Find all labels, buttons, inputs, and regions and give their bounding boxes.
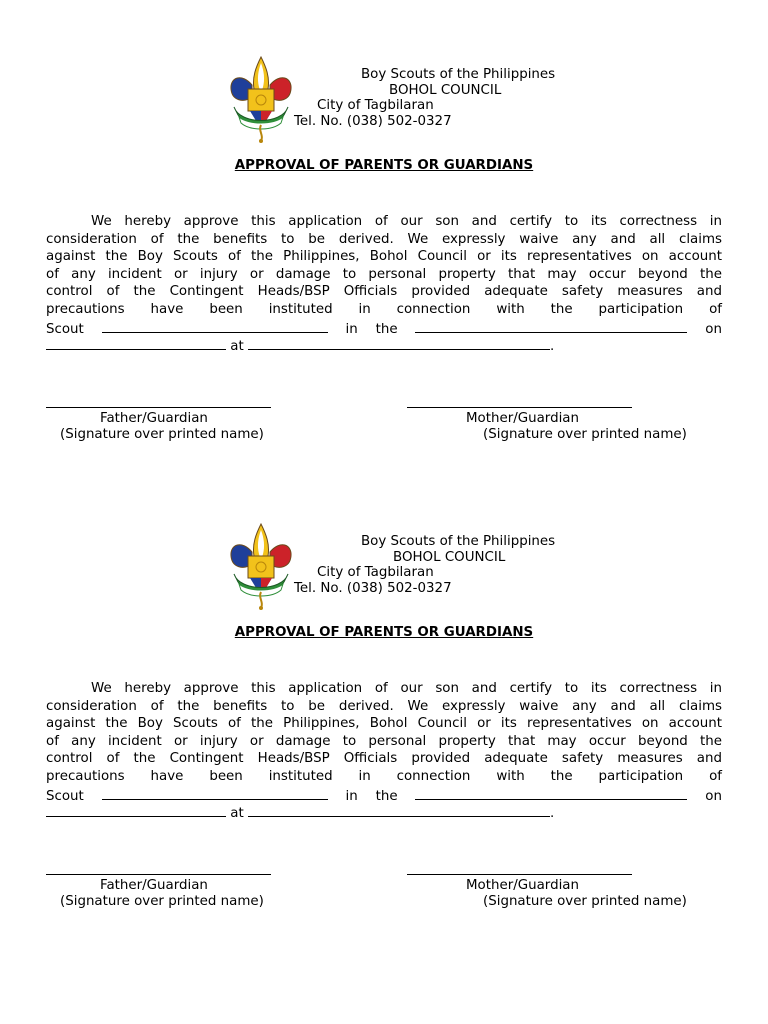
org-name: Boy Scouts of the Philippines	[361, 534, 556, 549]
mother-signature-line[interactable]	[407, 874, 632, 875]
venue-blank[interactable]	[248, 336, 550, 350]
scout-word: Scout	[46, 788, 84, 804]
scout-name-blank[interactable]	[102, 786, 328, 800]
approval-paragraph	[46, 680, 722, 821]
mother-signature-line[interactable]	[407, 407, 632, 408]
telephone-number: Tel. No. (038) 502-0327	[294, 581, 452, 596]
mother-label: Mother/Guardian	[466, 411, 579, 426]
paragraph-line: precautions have been instituted in connection with the participation of	[46, 768, 722, 784]
paragraph-line: consideration of the benefits to be derived. We expressly waive any and all claims	[46, 231, 722, 247]
scout-word: Scout	[46, 321, 84, 337]
date-line	[46, 803, 722, 821]
father-caption: (Signature over printed name)	[60, 894, 264, 909]
paragraph-line: control of the Contingent Heads/BSP Officials provided adequate safety measures and	[46, 284, 722, 300]
paragraph-line: We hereby approve this application of our son and certify to its correctness in	[91, 214, 722, 229]
city-name: City of Tagbilaran	[317, 98, 434, 113]
in-the-word: in the	[345, 321, 398, 337]
paragraph-line: We hereby approve this application of our son and certify to its correctness in	[91, 681, 722, 696]
father-label: Father/Guardian	[100, 878, 208, 893]
on-word: on	[705, 321, 722, 337]
father-signature-line[interactable]	[46, 407, 271, 408]
bsp-emblem-icon	[228, 55, 294, 145]
father-signature-line[interactable]	[46, 874, 271, 875]
event-name-blank[interactable]	[415, 786, 687, 800]
end-period: .	[550, 806, 555, 822]
end-period: .	[550, 339, 555, 355]
telephone-number: Tel. No. (038) 502-0327	[294, 114, 452, 129]
date-line	[46, 336, 722, 354]
venue-blank[interactable]	[248, 803, 550, 817]
date-blank[interactable]	[46, 803, 226, 817]
bsp-emblem-icon	[228, 522, 294, 612]
scout-name-blank[interactable]	[102, 319, 328, 333]
paragraph-line: of any incident or injury or damage to personal property that may occur beyond the	[46, 733, 722, 749]
city-name: City of Tagbilaran	[317, 565, 434, 580]
mother-label: Mother/Guardian	[466, 878, 579, 893]
paragraph-line: of any incident or injury or damage to personal property that may occur beyond the	[46, 266, 722, 282]
father-label: Father/Guardian	[100, 411, 208, 426]
event-name-blank[interactable]	[415, 319, 687, 333]
council-name: BOHOL COUNCIL	[393, 550, 506, 565]
in-the-word: in the	[345, 788, 398, 804]
approval-paragraph	[46, 213, 722, 354]
paragraph-line: control of the Contingent Heads/BSP Officials provided adequate safety measures and	[46, 751, 722, 767]
mother-caption: (Signature over printed name)	[483, 894, 687, 909]
paragraph-line: against the Boy Scouts of the Philippines, Bohol Council or its representatives on account	[46, 716, 722, 732]
approval-form	[0, 0, 768, 440]
approval-form	[0, 467, 768, 907]
on-word: on	[705, 788, 722, 804]
paragraph-line: precautions have been instituted in connection with the participation of	[46, 301, 722, 317]
org-name: Boy Scouts of the Philippines	[361, 67, 556, 82]
at-word: at	[230, 806, 244, 822]
at-word: at	[230, 339, 244, 355]
paragraph-line: consideration of the benefits to be derived. We expressly waive any and all claims	[46, 698, 722, 714]
council-name: BOHOL COUNCIL	[389, 83, 502, 98]
scout-line	[46, 319, 722, 337]
date-blank[interactable]	[46, 336, 226, 350]
mother-caption: (Signature over printed name)	[483, 427, 687, 442]
form-title: APPROVAL OF PARENTS OR GUARDIANS	[234, 158, 534, 173]
paragraph-line: against the Boy Scouts of the Philippines, Bohol Council or its representatives on account	[46, 249, 722, 265]
father-caption: (Signature over printed name)	[60, 427, 264, 442]
form-title: APPROVAL OF PARENTS OR GUARDIANS	[234, 625, 534, 640]
scout-line	[46, 786, 722, 804]
